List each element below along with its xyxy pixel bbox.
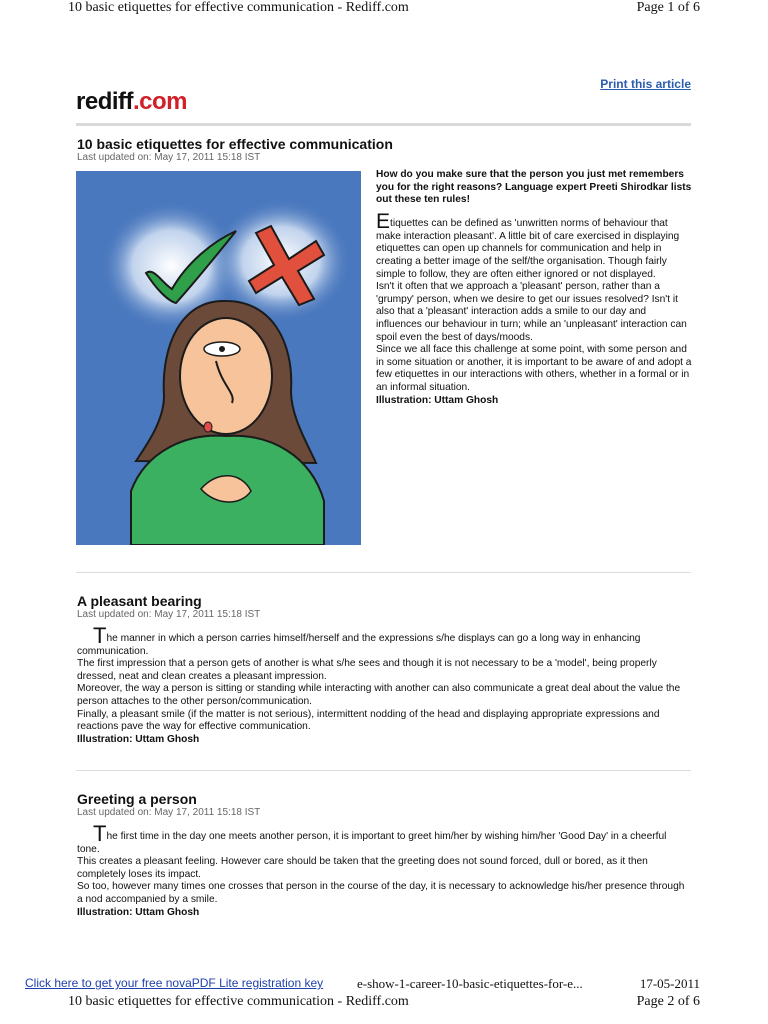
header-divider (76, 123, 691, 126)
intro-paragraph-1 (376, 209, 692, 281)
intro-paragraph-1-text: tiquettes can be defined as 'unwritten norms of behaviour that make interaction pleasant'. A little bit of care exercised in displaying etiquettes can open up channels for communication and help in creating a better image of the self/the organisation. Though fairly simple to follow, they are often either ignored or not displayed. (376, 217, 680, 280)
section-body-pleasant-bearing (77, 623, 691, 746)
rediff-logo[interactable] (76, 88, 187, 116)
intro-lead: How do you make sure that the person you just met remembers you for the right reasons? Language expert Preeti Shirodkar lists out these ten rules! (376, 169, 692, 206)
logo-text-com: .com (133, 88, 188, 115)
page-number: Page 1 of 6 (636, 0, 700, 15)
illustration-credit: Illustration: Uttam Ghosh (77, 733, 200, 745)
intro-paragraph-3: Since we all face this challenge at some point, with some person and in some situation or another, it is important to be aware of and adopt a few etiquettes in our interactions with others, whether in a formal or in an informal situation. (376, 344, 692, 393)
section-body-greeting (77, 821, 691, 919)
novapdf-registration-link[interactable]: Click here to get your free novaPDF Lite registration key (25, 976, 324, 990)
section-paragraph-3: Moreover, the way a person is sitting or standing while interacting with another can also communicate a great deal about the value the person attaches to the other person/communication. (77, 683, 681, 707)
section-paragraph-3: So too, however many times one crosses that person in the course of the day, it is necessary to acknowledge his/her presence through a nod accompanied by a smile. (77, 881, 685, 905)
section-paragraph-4: Finally, a pleasant smile (if the matter is not serious), intermittent nodding of the head and displaying appropriate expressions and reactions pave the way for effective communication. (77, 708, 660, 733)
section-updated: Last updated on: May 17, 2011 15:18 IST (77, 807, 261, 818)
page-header-title: 10 basic etiquettes for effective communication - Rediff.com (68, 0, 409, 15)
page-header-title: 10 basic etiquettes for effective communication - Rediff.com (68, 994, 409, 1009)
page-number: Page 2 of 6 (636, 994, 700, 1009)
illustration-credit: Illustration: Uttam Ghosh (376, 394, 499, 406)
section-paragraph-1-text: he manner in which a person carries himself/herself and the expressions s/he displays can go a long way in enhancing communication. (77, 633, 641, 657)
logo-text-rediff: rediff (76, 88, 133, 115)
section-paragraph-2: The first impression that a person gets of another is what s/he sees and though it is not necessary to be a 'model', being properly dressed, neat and clean creates a pleasant impression. (77, 658, 657, 682)
intro-paragraph-2: Isn't it often that we approach a 'pleasant' person, rather than a 'grumpy' person, when we desire to get our issues resolved? Isn't it also that a 'pleasant' interaction adds a smile to our day and influences our behaviour in turn; while an 'unpleasant' interaction can spoil even the best of days/moods. (376, 281, 687, 343)
section-paragraph-1 (77, 821, 691, 856)
dropcap: E (376, 209, 391, 233)
illustration-svg (76, 171, 361, 545)
section-paragraph-1 (77, 623, 691, 658)
print-article-link[interactable]: Print this article (600, 77, 691, 91)
dropcap: T (93, 623, 107, 648)
article-illustration (76, 171, 361, 545)
dropcap: T (93, 821, 107, 846)
article-updated: Last updated on: May 17, 2011 15:18 IST (77, 152, 261, 163)
illustration-credit: Illustration: Uttam Ghosh (77, 906, 200, 918)
section-title-greeting: Greeting a person (77, 791, 197, 807)
page-header (0, 0, 768, 18)
section-paragraph-1-text: he first time in the day one meets another person, it is important to greet him/her by wishing him/her 'Good Day' in a cheerful tone. (77, 831, 667, 855)
footer-date: 17-05-2011 (639, 976, 700, 991)
section-divider (76, 572, 691, 573)
article-intro (376, 169, 692, 407)
footer-url: e-show-1-career-10-basic-etiquettes-for-e... (357, 976, 583, 991)
section-updated: Last updated on: May 17, 2011 15:18 IST (77, 609, 261, 620)
section-paragraph-2: This creates a pleasant feeling. However care should be taken that the greeting does not sound forced, dull or bored, as it then completely loses its impact. (77, 856, 648, 880)
section-title-pleasant-bearing: A pleasant bearing (77, 593, 202, 609)
section-divider (76, 770, 691, 771)
article-title: 10 basic etiquettes for effective communication (77, 136, 393, 152)
